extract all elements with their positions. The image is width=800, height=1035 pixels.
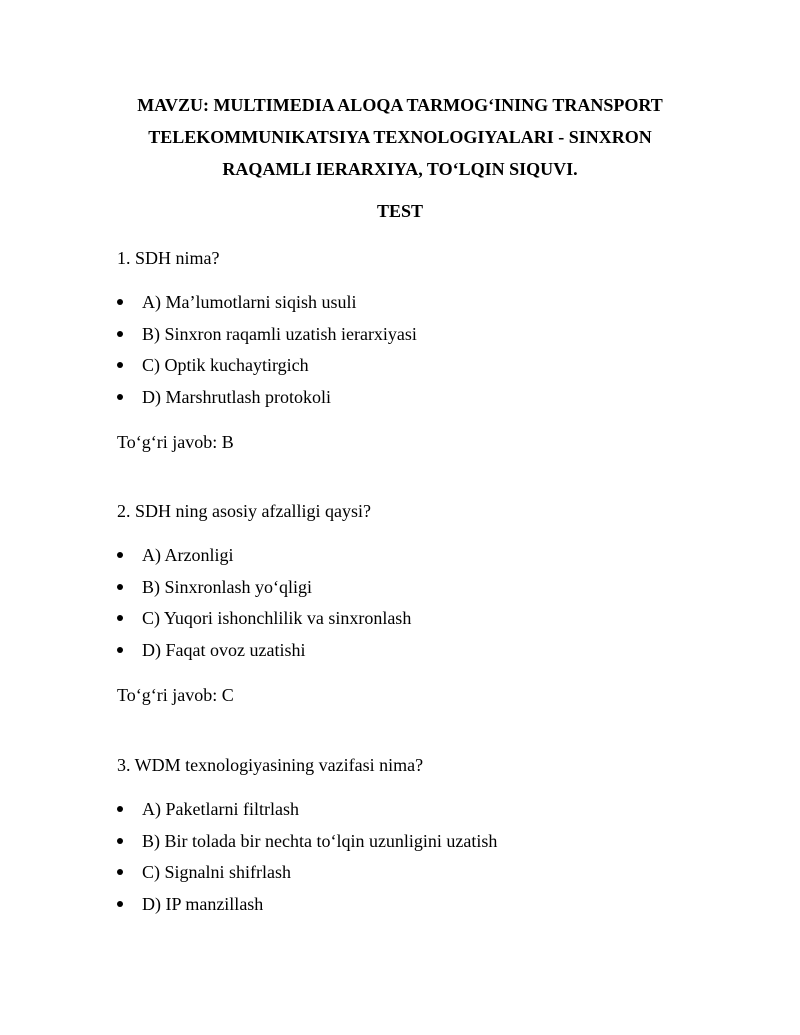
section-title: TEST [376, 201, 424, 221]
title-line-2: TELEKOMMUNIKATSIYA TEXNOLOGIYALARI - SINXRON [148, 127, 652, 147]
bullet-icon [117, 584, 123, 590]
option-item [117, 635, 737, 667]
bullet-icon [117, 331, 123, 337]
option-item [117, 572, 737, 604]
bullet-icon [117, 901, 123, 907]
option-text: D) Marshrutlash protokoli [142, 386, 331, 407]
bullet-icon [117, 615, 123, 621]
option-item [117, 382, 737, 414]
option-item [117, 857, 737, 889]
answer-text: To‘g‘ri javob: B [117, 432, 234, 452]
document-title [100, 89, 700, 185]
option-text: B) Bir tolada bir nechta to‘lqin uzunligini uzatish [142, 830, 498, 851]
question-text: 2. SDH ning asosiy afzalligi qaysi? [117, 501, 371, 521]
bullet-icon [117, 299, 123, 305]
option-list [117, 540, 737, 666]
option-text: B) Sinxron raqamli uzatish ierarxiyasi [142, 323, 417, 344]
option-list [117, 287, 737, 413]
option-item [117, 826, 737, 858]
option-text: C) Optik kuchaytirgich [142, 355, 309, 375]
option-text: D) Faqat ovoz uzatishi [142, 639, 306, 660]
bullet-icon [117, 552, 123, 558]
bullet-icon [117, 806, 123, 812]
option-list [117, 794, 737, 920]
title-line-3: RAQAMLI IERARXIYA, TO‘LQIN SIQUVI. [222, 159, 578, 179]
option-item [117, 319, 737, 351]
question-block-2 [117, 500, 737, 706]
question-block-1 [117, 247, 737, 453]
option-text: A) Ma’lumotlarni siqish usuli [142, 292, 357, 312]
option-text: D) IP manzillash [142, 893, 264, 914]
option-text: A) Paketlarni filtrlash [142, 799, 299, 819]
option-item [117, 603, 737, 635]
bullet-icon [117, 838, 123, 844]
bullet-icon [117, 362, 123, 368]
option-item [117, 287, 737, 319]
option-text: C) Yuqori ishonchlilik va sinxronlash [142, 608, 412, 628]
title-line-1: MAVZU: MULTIMEDIA ALOQA TARMOG‘INING TRANSPORT [137, 95, 663, 115]
option-item [117, 794, 737, 826]
bullet-icon [117, 869, 123, 875]
question-text: 3. WDM texnologiyasining vazifasi nima? [117, 755, 424, 775]
option-item [117, 889, 737, 921]
option-item [117, 350, 737, 382]
option-text: B) Sinxronlash yo‘qligi [142, 576, 312, 597]
bullet-icon [117, 394, 123, 400]
bullet-icon [117, 647, 123, 653]
option-text: A) Arzonligi [142, 545, 234, 565]
option-text: C) Signalni shifrlash [142, 862, 291, 882]
answer-text: To‘g‘ri javob: C [117, 685, 234, 705]
option-item [117, 540, 737, 572]
question-text: 1. SDH nima? [117, 248, 220, 268]
question-block-3 [117, 754, 737, 920]
